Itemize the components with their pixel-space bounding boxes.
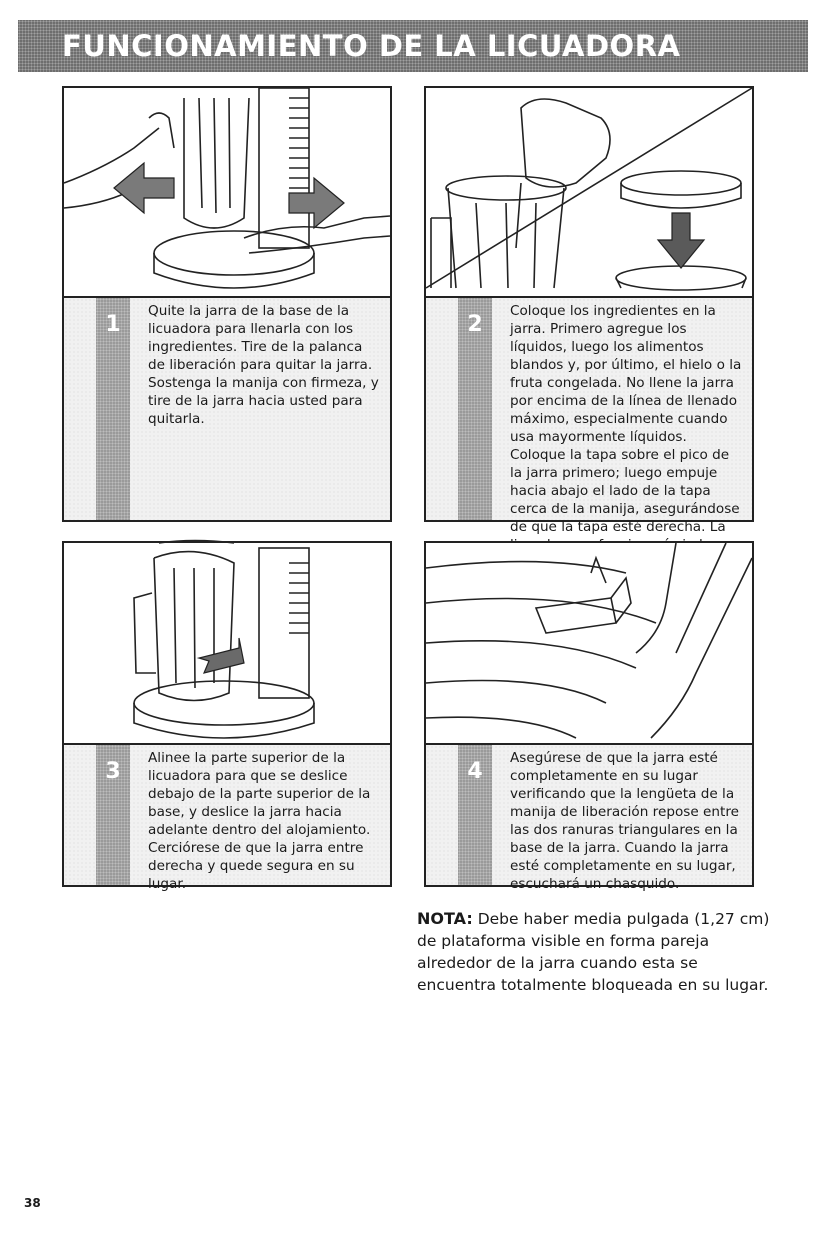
step-3-illustration xyxy=(64,543,390,743)
step-4-illustration xyxy=(426,543,752,748)
step-2-illustration xyxy=(426,88,752,288)
step-2-number: 2 xyxy=(467,312,483,337)
push-arrow-icon xyxy=(199,638,244,673)
step-4-caption xyxy=(426,743,752,892)
step-4-number: 4 xyxy=(467,759,483,784)
step-1-panel xyxy=(62,86,392,522)
step-2-caption xyxy=(426,296,752,535)
step-4-text: Asegúrese de que la jarra esté completamente en su lugar verificando que la lengüeta de la manija de liberación repose entre las dos ranuras triangulares en la base de la jarra. Cuando la jarra esté completamente en su lugar, escuchará un chasquido. xyxy=(510,750,740,892)
title-banner xyxy=(18,20,808,72)
step-2-panel xyxy=(424,86,754,535)
step-3-number: 3 xyxy=(105,759,121,784)
page-title: FUNCIONAMIENTO DE LA LICUADORA xyxy=(62,29,681,63)
step-2-text: Coloque los ingredientes en la jarra. Primero agregue los líquidos, luego los alimentos blandos y, por último, el hielo o la fruta congelada. No llene la jarra por encima de la línea de llenado máximo, especialmente cuando usa mayormente líquidos. Coloque la tapa sobre el pico de la jarra primero; luego empuje hacia abajo el lado de la tapa cerca de la manija, asegurándose de que la tapa esté derecha. La xyxy=(510,303,742,535)
note-text: Debe haber media pulgada (1,27 cm) de plataforma visible en forma pareja alrededor de la jarra cuando esta se encuentra totalmente bloqueada en su lugar. xyxy=(417,910,770,994)
step-1-caption xyxy=(64,296,390,520)
note-label: NOTA: xyxy=(417,909,473,928)
step-4-badge xyxy=(458,745,492,885)
page-number: 38 xyxy=(24,1196,41,1210)
step-1-badge xyxy=(96,298,130,520)
step-3-text: Alinee la parte superior de la licuadora para que se deslice debajo de la parte superior de la base, y deslice la jarra hacia adelante dentro del alojamiento. Cerciórese de que la jarra entre derecha y quede segura en su lugar. xyxy=(148,750,371,892)
step-3-caption xyxy=(64,743,390,892)
step-1-text: Quite la jarra de la base de la licuadora para llenarla con los ingredientes. Tire de la palanca de liberación para quitar la jarra. Sostenga la manija con firmeza, y tire de la jarra hacia usted para quitarla. xyxy=(148,303,379,427)
right-arrow-icon xyxy=(289,178,344,228)
step-1-number: 1 xyxy=(105,312,121,337)
step-3-panel xyxy=(62,541,392,892)
down-arrow-icon xyxy=(658,213,704,268)
step-2-badge xyxy=(458,298,492,520)
step-3-badge xyxy=(96,745,130,885)
note xyxy=(417,908,777,996)
step-1-illustration xyxy=(64,88,390,288)
step-4-panel xyxy=(424,541,754,892)
left-arrow-icon xyxy=(114,163,174,213)
